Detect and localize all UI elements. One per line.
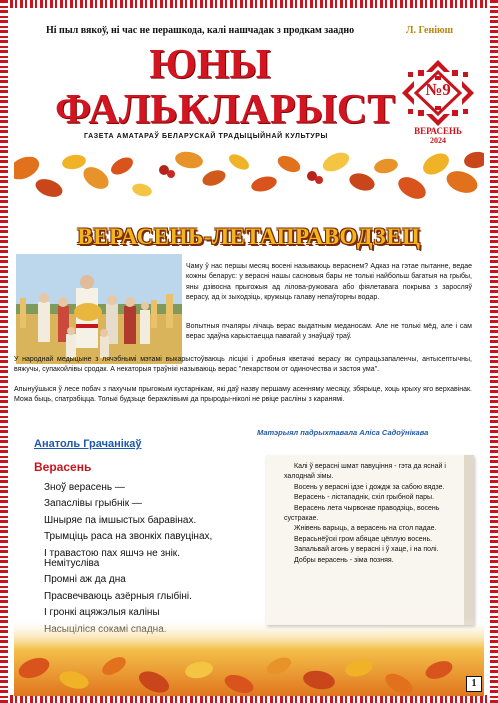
poem-title: Верасень: [34, 460, 92, 474]
poem-line: Запаслівы грыбнік —: [44, 498, 142, 510]
poem-line: І гронкі ацяжэлыя каліны: [44, 607, 160, 619]
proverb-item: Запальвай агонь у верасні і ў хаце, і на полі.: [294, 546, 439, 554]
issue-number: №9: [425, 80, 451, 99]
article-paragraph-1: Чаму ў нас першы месяц восені называюць вераснем? Адказ на гэтае пытанне, ведае кожны беларус: у верасні нашы сасновыя бары не толькі найбольш багатыя на грыбы, яны дзівосна прыгожыя ад ліловa-ружовага або фіялетавага покрыва з заросляў верасу, ад іх зыходзіць, кружыць галаву непаўторны водар.: [186, 263, 472, 302]
fallen-leaves-foliage-icon: [14, 618, 484, 696]
border-bottom: [0, 695, 498, 703]
motto-author: Л. Геніюш: [406, 25, 454, 36]
page-number: 1: [466, 676, 482, 692]
proverb-item: Калі ў верасні шмат павуціння - гэта да яснай і халоднай зімы.: [284, 463, 446, 481]
article-paragraph-4: Апынуўшыся ў лесе побач з пахучым прыгожым кустарнікам, які даў назву першаму асенняму месяцу, збярыце, хоць крыху яго верхавінак. Можа быць, спатрэбіцца. Толькі будзьце беражлівымі да прыроды-ніколі не рвіце расліны з каранямі.: [14, 386, 472, 404]
proverb-item: Восень у верасні ідзе і дождж за сабою вядзе.: [294, 483, 445, 491]
proverb-item: Верасьнёўскі гром абяцае цёплую восень.: [294, 535, 433, 543]
poem-line: Шныряе па імшыстых баравінах.: [44, 514, 197, 526]
harvest-folk-photo-icon: [16, 254, 182, 364]
poem-line: Зноў верасень —: [44, 482, 125, 493]
masthead-motto: Ні пыл вякоў, ні час не перашкода, калі нашчадак з продкам заадно: [46, 25, 355, 36]
proverb-item: Добры верасень - зіма позняя.: [294, 556, 394, 564]
proverb-item: Верасень - лістападнік, схіл грыбной пары.: [294, 494, 435, 502]
poem-line: Трымціць раса на звонкіх павуцінах,: [44, 531, 213, 543]
poem-line: І травастою пах яшчэ не знік.: [44, 547, 180, 559]
proverb-item: Верасень лета чырвонае праводзіць, восень сустракае.: [284, 504, 440, 523]
poem-stanza-1: [44, 480, 212, 562]
newspaper-title-line2: ФАЛЬКЛАРЫСТ: [55, 87, 396, 133]
poem-line: Прасвечваюць азёрныя глыбіні.: [44, 590, 192, 602]
article-paragraph-2: Вопытныя пчаляры лічаць верас выдатным меданосам. Але не толькі мёд, але і сам верас здаўна карыстаецца павагай у знаўцаў траў.: [186, 323, 472, 341]
proverbs-list: [284, 462, 470, 566]
article-headline: ВЕРАСЕНЬ-ЛЕТАПРАВОДЗЕЦ: [77, 224, 421, 249]
border-top: [0, 0, 498, 8]
newspaper-subtitle: ГАЗЕТА АМАТАРАЎ БЕЛАРУСКАЙ ТРАДЫЦЫЙНАЙ КУЛЬТУРЫ: [84, 133, 329, 140]
poem-line: Немітусліва: [44, 558, 100, 569]
poem-line: Промні аж да дна: [44, 574, 126, 586]
border-left: [0, 0, 8, 703]
newspaper-title-line1: ЮНЫ: [149, 42, 271, 88]
article-credit: Матэрыял падрыхтавала Аліса Садоўнікава: [257, 428, 429, 437]
article-paragraph-3: У народнай медыцыне з лячэбнымі мэтамі выкарыстоўваюць лісцікі і дробныя кветачкі верасу як супрацьзапаленчы, антысептычны, вяжучы, супакойлівы сродак. А некаторыя траўнікі называюць верас "лекарством от одиночества и застоя ума".: [14, 356, 472, 374]
issue-month: ВЕРАСЕНЬ: [414, 126, 462, 136]
poem-author-link[interactable]: Анатоль Грачанікаў: [34, 438, 142, 450]
proverb-item: Жнівень варыць, а верасень на стол падае.: [294, 525, 437, 533]
issue-year: 2024: [430, 136, 446, 145]
autumn-leaves-garland-icon: [14, 148, 484, 220]
border-right: [490, 0, 498, 703]
